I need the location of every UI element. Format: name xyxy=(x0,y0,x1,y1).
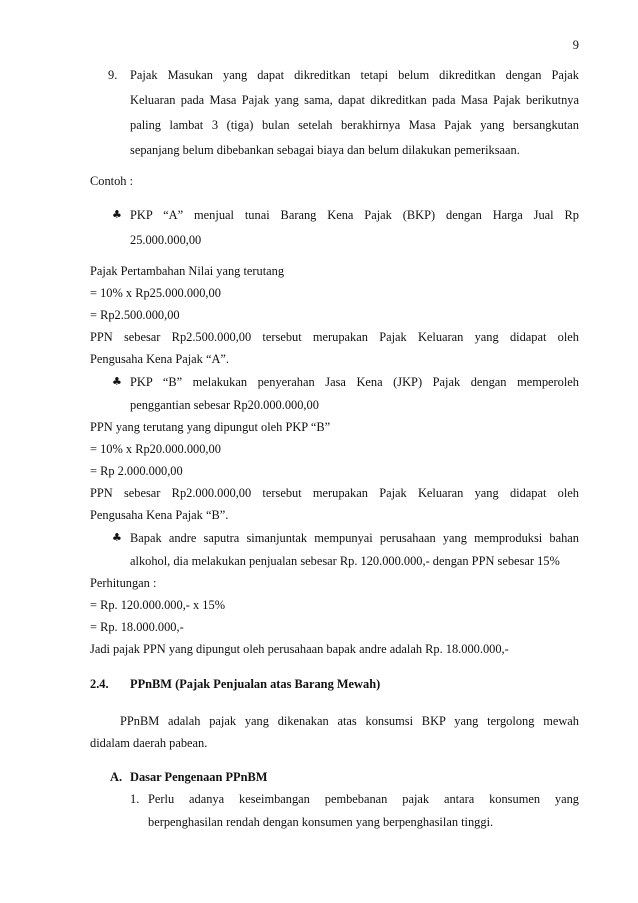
example-c-calc-2: = Rp. 120.000.000,- x 15% xyxy=(90,598,226,612)
example-b-conclusion-1: PPN sebesar Rp2.000.000,00 tersebut merupakan Pajak Keluaran yang didapat oleh xyxy=(90,486,579,500)
contoh-label: Contoh : xyxy=(90,174,134,188)
example-c-line-2: alkohol, dia melakukan penjualan sebesar Rp. 120.000.000,- dengan PPN sebesar 15% xyxy=(130,554,560,568)
item9-marker: 9. xyxy=(108,68,118,82)
item9-line-1: 9. Pajak Masukan yang dapat dikreditkan tetapi belum dikreditkan dengan Pajak xyxy=(108,68,579,82)
section-para-1: PPnBM adalah pajak yang dikenakan atas konsumsi BKP yang tergolong mewah xyxy=(120,714,579,728)
item1-marker: 1. xyxy=(130,792,140,806)
subsection-title: Dasar Pengenaan PPnBM xyxy=(130,770,268,784)
subsection-marker: A. xyxy=(110,770,123,784)
example-c-calc-4: Jadi pajak PPN yang dipungut oleh perusahaan bapak andre adalah Rp. 18.000.000,- xyxy=(90,642,509,656)
example-c-calc-3: = Rp. 18.000.000,- xyxy=(90,620,184,634)
example-b-calc-1: PPN yang terutang yang dipungut oleh PKP “B” xyxy=(90,420,331,434)
section-para-2: didalam daerah pabean. xyxy=(90,736,208,750)
example-b-calc-2: = 10% x Rp20.000.000,00 xyxy=(90,442,221,456)
example-a-calc-1: Pajak Pertambahan Nilai yang terutang xyxy=(90,264,285,278)
example-a-conclusion-2: Pengusaha Kena Pajak “A”. xyxy=(90,352,230,366)
example-c-line-1: ♣ Bapak andre saputra simanjuntak mempunyai perusahaan yang memproduksi bahan xyxy=(112,531,579,545)
item9-line-4: sepanjang belum dibebankan sebagai biaya dan belum dilakukan pemeriksaan. xyxy=(130,143,520,157)
item9-line-3: paling lambat 3 (tiga) bulan setelah berakhirnya Masa Pajak yang bersangkutan xyxy=(130,118,579,132)
example-b-calc-3: = Rp 2.000.000,00 xyxy=(90,464,183,478)
club-bullet-icon: ♣ xyxy=(112,531,122,544)
example-a-calc-2: = 10% x Rp25.000.000,00 xyxy=(90,286,221,300)
example-a-line-2: 25.000.000,00 xyxy=(130,233,202,247)
subsection-heading xyxy=(110,768,579,786)
club-bullet-icon: ♣ xyxy=(112,208,122,221)
club-bullet-icon: ♣ xyxy=(112,375,122,388)
item1-line-2: berpenghasilan rendah dengan konsumen yang berpenghasilan tinggi. xyxy=(148,815,494,829)
item9-line-2: Keluaran pada Masa Pajak yang sama, dapat dikreditkan pada Masa Pajak berikutnya xyxy=(130,93,579,107)
section-title: PPnBM (Pajak Penjualan atas Barang Mewah) xyxy=(130,677,381,691)
example-a-calc-3: = Rp2.500.000,00 xyxy=(90,308,180,322)
example-a-line-1: ♣ PKP “A” menjual tunai Barang Kena Pajak (BKP) dengan Harga Jual Rp xyxy=(112,208,579,222)
example-c-calc-1: Perhitungan : xyxy=(90,576,157,590)
section-number: 2.4. xyxy=(90,677,109,691)
example-b-line-2: penggantian sebesar Rp20.000.000,00 xyxy=(130,398,319,412)
example-b-conclusion-2: Pengusaha Kena Pajak “B”. xyxy=(90,508,229,522)
page-number: 9 xyxy=(572,38,579,52)
example-b-line-1: ♣ PKP “B” melakukan penyerahan Jasa Kena (JKP) Pajak dengan memperoleh xyxy=(112,375,579,389)
item1-line-1: 1. Perlu adanya keseimbangan pembebanan pajak antara konsumen yang xyxy=(130,792,579,806)
example-a-conclusion-1: PPN sebesar Rp2.500.000,00 tersebut merupakan Pajak Keluaran yang didapat oleh xyxy=(90,330,579,344)
